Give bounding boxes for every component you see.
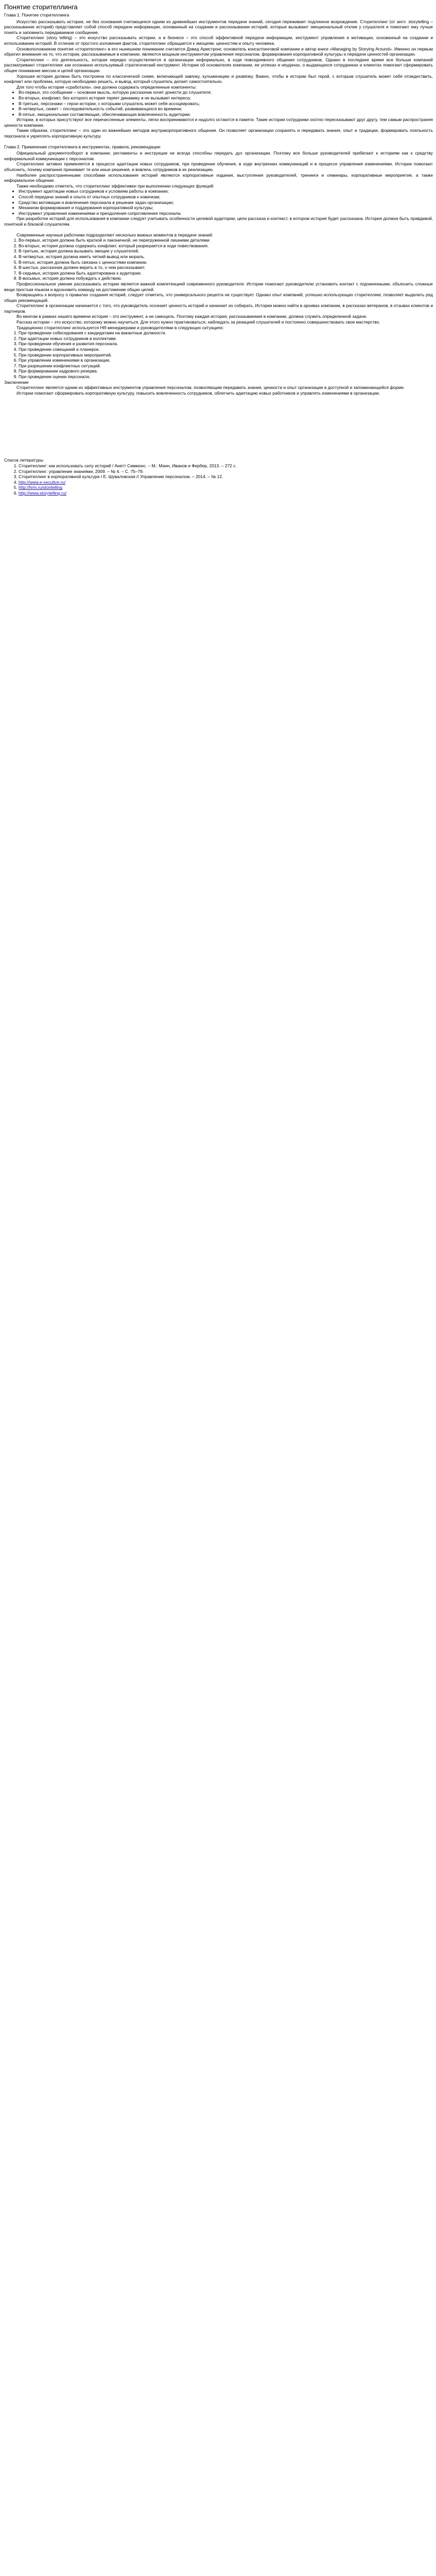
list-item: 8. При формировании кадрового резерва. xyxy=(19,368,433,374)
list-item: 3. В-третьих, история должна вызывать эмоции у слушателей. xyxy=(19,248,433,254)
list-item: 2. При адаптации новых сотрудников в коллективе. xyxy=(19,336,433,342)
reference-item[interactable] xyxy=(19,485,433,490)
list-item: • Во-первых, это сообщение – основная мысль, которую рассказчик хочет донести до слушателя; xyxy=(19,90,433,95)
chapter1-heading: Глава 1. Понятие сторителлинга xyxy=(4,12,69,18)
paragraph: Сторителлинг является одним из эффективных инструментов управления персоналом, позволяющим передавать знания, ценности и опыт организации в доступной и запоминающейся форме. xyxy=(16,385,405,391)
document xyxy=(0,0,436,506)
list-item: • Способ передачи знаний и опыта от опытных сотрудников к новичкам; xyxy=(19,194,433,200)
paragraph: Профессиональное умение рассказывать истории является важной компетенцией современного руководителя. Истории помогают руководителю установить контакт с подчиненными, объяснить сложные вещи простым языком и вдохновить команду на достижение общих целей. xyxy=(4,281,433,292)
reference-item[interactable] xyxy=(19,490,433,496)
paragraph: Основоположником понятия «сторителлинг» в его нынешнем понимании считается Дэвид Армстронг, основатель консалтинговой компании и автор книги «Managing by Storying Around». Именно он первым обратил внимание на то, что истории, рассказываемые в компании, являются мощным инструментом управления персоналом, формирования корпоративной культуры и передачи ценностей организации. xyxy=(4,46,433,57)
references-heading: Список литературы xyxy=(4,457,43,463)
list-item: • Инструмент адаптации новых сотрудников к условиям работы в компании; xyxy=(19,189,433,194)
references-list xyxy=(4,463,433,496)
list-item: • Во-вторых, конфликт, без которого история теряет динамику и не вызывает интереса; xyxy=(19,95,433,101)
paragraph: Рассказ истории – это искусство, которому можно научиться. Для этого нужно практиковаться, наблюдать за реакцией слушателей и постоянно совершенствовать свое мастерство. xyxy=(16,319,380,325)
list-item: • Инструмент управления изменениями и преодоления сопротивления персонала. xyxy=(19,211,433,216)
paragraph: Наиболее распространенными способами использования историй являются корпоративные издания, выступления руководителей, тренинги и семинары, корпоративные мероприятия, а также неформальное общение. xyxy=(4,172,433,183)
list-item: 4. В-четвертых, история должна иметь четкий вывод или мораль. xyxy=(19,254,433,260)
list-item: 9. При проведении оценки персонала. xyxy=(19,374,433,380)
paragraph: Возвращаясь к вопросу о правилах создания историй, следует отметить, что универсального рецепта не существует. Однако опыт компаний, успешно использующих сторителлинг, позволяет выделить ряд общих рекомендаций. xyxy=(4,292,433,303)
paragraph: При разработке историй для использования в компании следует учитывать особенности целевой аудитории, цели рассказа и контекст, в котором история будет рассказана. История должна быть правдивой, понятной и близкой слушателям. xyxy=(4,216,433,227)
paragraph: Традиционно сторителлинг используется HR-менеджерами и руководителями в следующих ситуациях: xyxy=(16,325,224,330)
reference-item: 2. Сторителлинг: управление знаниями, 2009. – № 4. – С. 75–79. xyxy=(19,469,433,474)
list-item: • Средство мотивации и вовлечения персонала в решение задач организации; xyxy=(19,200,433,206)
reference-link[interactable]: http://www.e-xecutive.ru/ xyxy=(19,479,66,485)
paragraph: Во многом в рамках нашего времени история – это инструмент, а не самоцель. Поэтому каждая история, рассказываемая в компании, должна служить определенной задаче. xyxy=(16,314,368,319)
paragraph: Хорошая история должна быть построена по классической схеме, включающей завязку, кульминацию и развязку. Важно, чтобы в истории был герой, с которым слушатель может себя отождествить, конфликт или проблема, которую необходимо решить, и вывод, который слушатель делает самостоятельно. xyxy=(4,73,433,84)
chapter2-heading: Глава 2. Применение сторителлинга в инструментах, правила, рекомендации xyxy=(4,144,161,149)
paragraph: Сторителлинг в организации начинается с того, что руководитель осознает ценность историй и начинает их собирать. Истории можно найти в архивах компании, в рассказах ветеранов, в отзывах клиентов и партнеров. xyxy=(4,303,433,314)
list-item: 1. При проведении собеседования с кандидатами на вакантные должности. xyxy=(19,330,433,336)
list-item: • Механизм формирования и поддержания корпоративной культуры; xyxy=(19,205,433,211)
reference-item: 1. Сторителлинг: как использовать силу историй / Анетт Симмонс. – М.: Манн, Иванов и Фербер, 2013. – 272 с. xyxy=(19,463,433,469)
reference-link[interactable]: http://hrm.ru/storitelling xyxy=(19,485,63,490)
rules-list xyxy=(4,238,433,281)
situations-list xyxy=(4,330,433,379)
list-item: 6. При управлении изменениями в организации. xyxy=(19,358,433,363)
list-item: 7. В-седьмых, история должна быть адаптирована к аудитории. xyxy=(19,270,433,276)
paragraph: Сторителлинг (story telling) – это искусство рассказывать истории, а в бизнесе – это способ эффективной передачи информации, инструмент управления и мотивации, основанный на создании и использовании историй. В отличие от простого изложения фактов, сторителлинг обращается к эмоциям, ценностям и опыту человека. xyxy=(4,35,433,46)
paragraph: Искусство рассказывать истории, не без основания считающееся одним из древнейших инструментов передачи знаний, сегодня переживает подлинное возрождение. Сторителлинг (от англ. storytelling – рассказывание историй) представляет собой способ передачи информации, основанный на создании и рассказывании историй, которые вызывают эмоциональный отклик у слушателя и помогают ему лучше понять и запомнить передаваемое сообщение. xyxy=(4,19,433,35)
list-item: 8. В-восьмых, история должна побуждать к действию. xyxy=(19,276,433,281)
conclusion-heading: Заключение xyxy=(4,379,29,385)
document-title: Понятие сторителлинга xyxy=(4,3,78,11)
paragraph: Сторителлинг активно применяется в процессе адаптации новых сотрудников, при проведении обучения, в ходе внутренних коммуникаций и в процессе управления изменениями. Истории помогают объяснить, почему компания принимает те или иные решения, и вовлечь сотрудников в их реализацию. xyxy=(4,161,433,173)
list-item: 1. Во-первых, история должна быть краткой и лаконичной, не перегруженной лишними деталями. xyxy=(19,238,433,243)
component-list xyxy=(4,90,433,117)
paragraph: Истории помогают сформировать корпоративную культуру, повысить вовлеченность сотрудников, облегчить адаптацию новых работников и управлять изменениями в организации. xyxy=(16,390,380,396)
reference-item: 3. Сторителлинг в корпоративной культуре / Е. Шуваловская // Управление персоналом. – 2014. – № 12. xyxy=(19,474,433,480)
reference-item[interactable] xyxy=(19,480,433,485)
list-item: 3. При проведении обучения и развития персонала. xyxy=(19,341,433,347)
paragraph: Современные научные работники подразделяют несколько важных моментов в передаче знаний: xyxy=(16,232,213,238)
list-item: • В-пятых, эмоциональная составляющая, обеспечивающая вовлеченность аудитории. xyxy=(19,112,433,117)
function-list xyxy=(4,189,433,216)
paragraph: Официальный документооборот в компании, регламенты и инструкции не всегда способны передать дух организации. Поэтому все больше руководителей прибегают к историям как к средству неформальной коммуникации с персоналом. xyxy=(4,150,433,161)
list-item: 4. При проведении совещаний и планерок. xyxy=(19,347,433,352)
paragraph: Сторителлинг – это деятельность, которая нередко осуществляется в организации неформально, в ходе повседневного общения сотрудников. Однако в последнее время все больше компаний рассматривают сторителлинг как осознанно используемый стратегический инструмент. Истории об основателях компании, ее успехах и неудачах, о выдающихся сотрудниках и клиентах помогают сформировать общее понимание миссии и целей организации. xyxy=(4,57,433,73)
paragraph: Для того чтобы история «сработала», она должна содержать определенные компоненты: xyxy=(16,84,197,90)
list-item: • В-четвертых, сюжет – последовательность событий, развивающихся во времени; xyxy=(19,106,433,112)
list-item: 7. При разрешении конфликтных ситуаций. xyxy=(19,363,433,369)
list-item: 2. Во-вторых, история должна содержать конфликт, который разрешается в ходе повествования. xyxy=(19,243,433,249)
list-item: 5. В-пятых, история должна быть связана с ценностями компании. xyxy=(19,260,433,265)
paragraph: Также необходимо отметить, что сторителлинг эффективен при выполнении следующих функций: xyxy=(16,183,215,189)
reference-link[interactable]: http://www.storytelling.ru/ xyxy=(19,490,67,496)
list-item: • В-третьих, персонажи – герои истории, с которыми слушатель может себя ассоциировать; xyxy=(19,101,433,107)
paragraph: Истории, в которых присутствуют все перечисленные элементы, легко воспринимаются и надолго остаются в памяти. Такие истории сотрудники охотно пересказывают друг другу, тем самым распространяя ценности компании. xyxy=(4,117,433,128)
list-item: 6. В-шестых, рассказчик должен верить в то, о чем рассказывает. xyxy=(19,265,433,270)
paragraph: Таким образом, сторителлинг – это один из важнейших методов внутрикорпоративного общения. Он позволяет организации сохранять и передавать знания, опыт и традиции, формировать лояльность персонала и укреплять корпоративную культуру. xyxy=(4,128,433,139)
list-item: 5. При проведении корпоративных мероприятий. xyxy=(19,352,433,358)
